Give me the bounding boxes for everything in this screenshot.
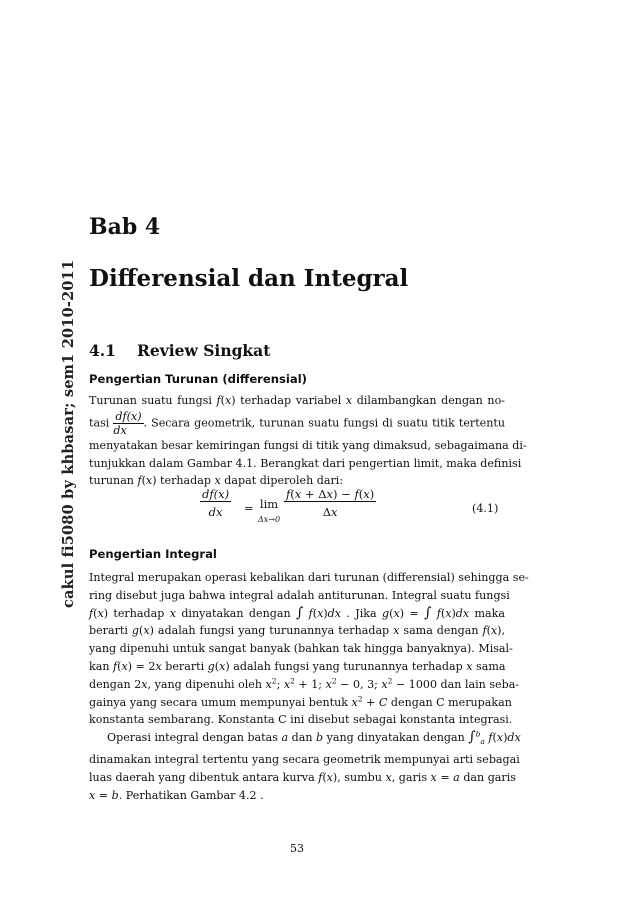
sidebar-watermark: cakul fi5080 by khbasar; sem1 2010-2011 xyxy=(60,259,77,608)
paragraph-turunan: Turunan suatu fungsi f(x) terhadap variabel x dilambangkan dengan no- tasi $\frac{df(x)}{dx}$ . Secara geometrik, turunan suatu fungsi di suatu titik tertentu menyatakan besar kemiringan fungsi di titik yang dimaksud, sebagaimana di- tunjukkan dalam Gambar 4.1. Berangkat dari pengertian limit, maka definisi turunan f(x) terhadap x dapat diperoleh dari: xyxy=(89,394,527,488)
section-heading xyxy=(89,341,270,360)
subsection-heading-integral: Pengertian Integral xyxy=(89,547,217,561)
section-number: 4.1 xyxy=(89,341,116,360)
derivative-definition-equation: $\frac{df(x)}{dx}$ = lim Δx→0 $\frac{f(x + \Delta x) - f(x)}{\Delta x}$ xyxy=(202,487,375,524)
equation-number: (4.1) xyxy=(472,502,499,515)
subsection-heading-turunan: Pengertian Turunan (differensial) xyxy=(89,372,307,386)
paragraph-integral: Integral merupakan operasi kebalikan dari turunan (differensial) sehingga se- ring disebut juga bahwa integral adalah antiturunan. Integral suatu fungsi f(x) terhadap x dinyatakan dengan ∫ f(x)dx . Jika g(x) = ∫ f(x)dx maka berarti g(x) adalah fungsi yang turunannya terhadap x sama dengan f(x), yang dipenuhi untuk sangat banyak (bahkan tak hingga banyaknya). Misal- kan f(x) = 2x berarti g(x) adalah fungsi yang turunannya terhadap x sama dengan 2x, yang dipenuhi oleh $x^2$; $x^2 + 1$; $x^2 - 0$, 3; $x^2 - 1000$ dan lain seba- gainya yang secara umum mempunyai bentuk $x^2 + C$ dengan C merupakan konstanta sembarang. Konstanta C ini disebut sebagai konstanta integrasi. Operasi integral dengan batas a dan b yang dinyatakan dengan ∫$^b_a$ f(x)dx dinamakan integral tertentu yang secara geometrik mempunyai arti sebagai luas daerah yang dibentuk antara kurva f(x), sumbu x, garis x = a dan garis x = b. Perhatikan Gambar 4.2 . xyxy=(89,571,529,802)
chapter-label: Bab 4 xyxy=(89,214,161,240)
section-title: Review Singkat xyxy=(137,341,271,360)
page-number: 53 xyxy=(290,842,304,855)
chapter-title: Differensial dan Integral xyxy=(89,265,409,292)
